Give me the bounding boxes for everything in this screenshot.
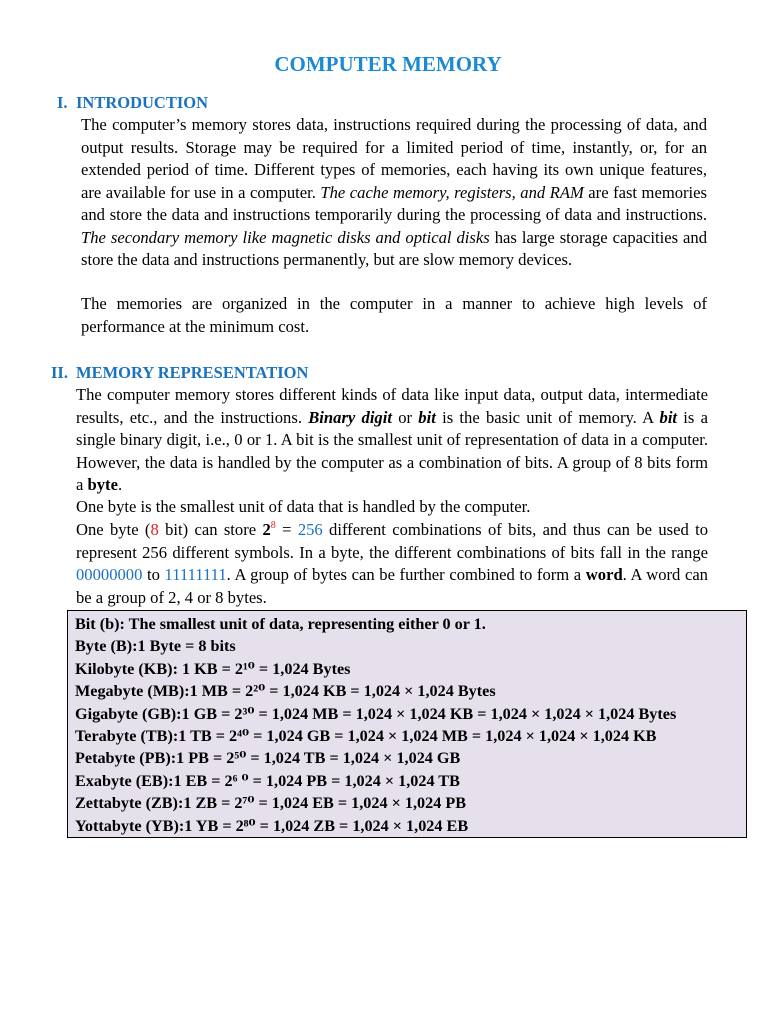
unit-row-megabyte: Megabyte (MB):1 MB = 2²⁰ = 1,024 KB = 1,024 × 1,024 Bytes [75, 682, 496, 701]
text-run: or [391, 407, 419, 427]
unit-row-bit: Bit (b): The smallest unit of data, representing either 0 or 1. [75, 615, 486, 633]
range-start: 00000000 [76, 565, 143, 584]
text-run: is a single binary digit, i.e., 0 or 1. A bit is the smallest unit of representation of data in a computer. However, the data is handled by the computer as a combination of bits. A group of 8 bits form a [76, 407, 709, 494]
section-title: INTRODUCTION [76, 93, 209, 112]
italic-text: The cache memory, registers, and RAM [320, 182, 584, 202]
intro-paragraph-1 [81, 114, 707, 272]
text-run: The computer’s memory stores data, instructions required during the processing of data, and output results. Storage may be required for a limited period of time, instantly, or, for an extended period of time. Different types of memories, each having its own unique features, are available for use in a computer. [81, 115, 707, 202]
highlight-red-number: 8 [150, 520, 159, 539]
page-title: COMPUTER MEMORY [274, 52, 502, 76]
intro-paragraph-2 [81, 293, 707, 338]
unit-row-exabyte: Exabyte (EB):1 EB = 2⁶ ⁰ = 1,024 PB = 1,024 × 1,024 TB [75, 771, 460, 790]
text-run: One byte ( [76, 520, 151, 539]
term-binary-digit: Binary digit [308, 407, 392, 427]
term-byte: byte [87, 475, 118, 494]
power-base: 2 [262, 520, 271, 539]
range-end: 11111111 [164, 565, 227, 584]
text-run: One byte is the smallest unit of data that is handled by the computer. [76, 497, 531, 516]
power-exponent: 8 [270, 520, 276, 531]
text-run: = [275, 520, 298, 539]
term-word: word [585, 565, 623, 584]
text-run: . A group of bytes can be further combined to form a [226, 565, 586, 584]
text-run: . [117, 475, 123, 494]
unit-row-zettabyte: Zettabyte (ZB):1 ZB = 2⁷⁰ = 1,024 EB = 1,024 × 1,024 PB [75, 794, 467, 813]
term-bit: bit [659, 407, 678, 427]
section-number: I. [57, 93, 68, 112]
text-run: bit) can store [158, 520, 263, 539]
memory-paragraph-2 [76, 496, 708, 519]
term-bit: bit [418, 407, 436, 427]
text-run: . A word can be a group of 2, 4 or 8 bytes. [76, 565, 708, 607]
text-run: are fast memories and store the data and instructions temporarily during the processing of data and instructions. [81, 182, 707, 224]
section-heading-introduction [57, 93, 208, 113]
memory-paragraph-1 [76, 384, 708, 497]
text-run: The memories are organized in the computer in a manner to achieve high levels of performance at the minimum cost. [81, 294, 707, 336]
text-run: different combinations of bits, and thus can be used to represent 256 different symbols. In a byte, the different combinations of bits fall in the range [76, 520, 708, 562]
unit-row-yottabyte: Yottabyte (YB):1 YB = 2⁸⁰ = 1,024 ZB = 1,024 × 1,024 EB [75, 816, 469, 835]
unit-row-kilobyte: Kilobyte (KB): 1 KB = 2¹⁰ = 1,024 Bytes [75, 659, 351, 678]
text-run: has large storage capacities and store the data and instructions permanently, but are slow memory devices. [81, 227, 707, 269]
text-run: The computer memory stores different kinds of data like input data, output data, intermediate results, etc., and the instructions. [76, 385, 708, 427]
text-run: is the basic unit of memory. A [435, 407, 660, 427]
memory-paragraph-3 [76, 519, 708, 609]
memory-units-box [67, 610, 747, 838]
unit-row-byte: Byte (B):1 Byte = 8 bits [75, 637, 236, 656]
section-number: II. [51, 363, 68, 382]
text-run: to [142, 565, 165, 584]
unit-row-gigabyte: Gigabyte (GB):1 GB = 2³⁰ = 1,024 MB = 1,024 × 1,024 KB = 1,024 × 1,024 × 1,024 Bytes [75, 704, 677, 723]
section-heading-memory-representation [51, 363, 308, 383]
unit-row-terabyte: Terabyte (TB):1 TB = 2⁴⁰ = 1,024 GB = 1,024 × 1,024 MB = 1,024 × 1,024 × 1,024 KB [75, 727, 657, 746]
italic-text: The secondary memory like magnetic disks and optical disks [81, 227, 490, 247]
unit-row-petabyte: Petabyte (PB):1 PB = 2⁵⁰ = 1,024 TB = 1,024 × 1,024 GB [75, 749, 461, 768]
section-title: MEMORY REPRESENTATION [76, 363, 309, 382]
highlight-blue-number: 256 [297, 520, 323, 539]
